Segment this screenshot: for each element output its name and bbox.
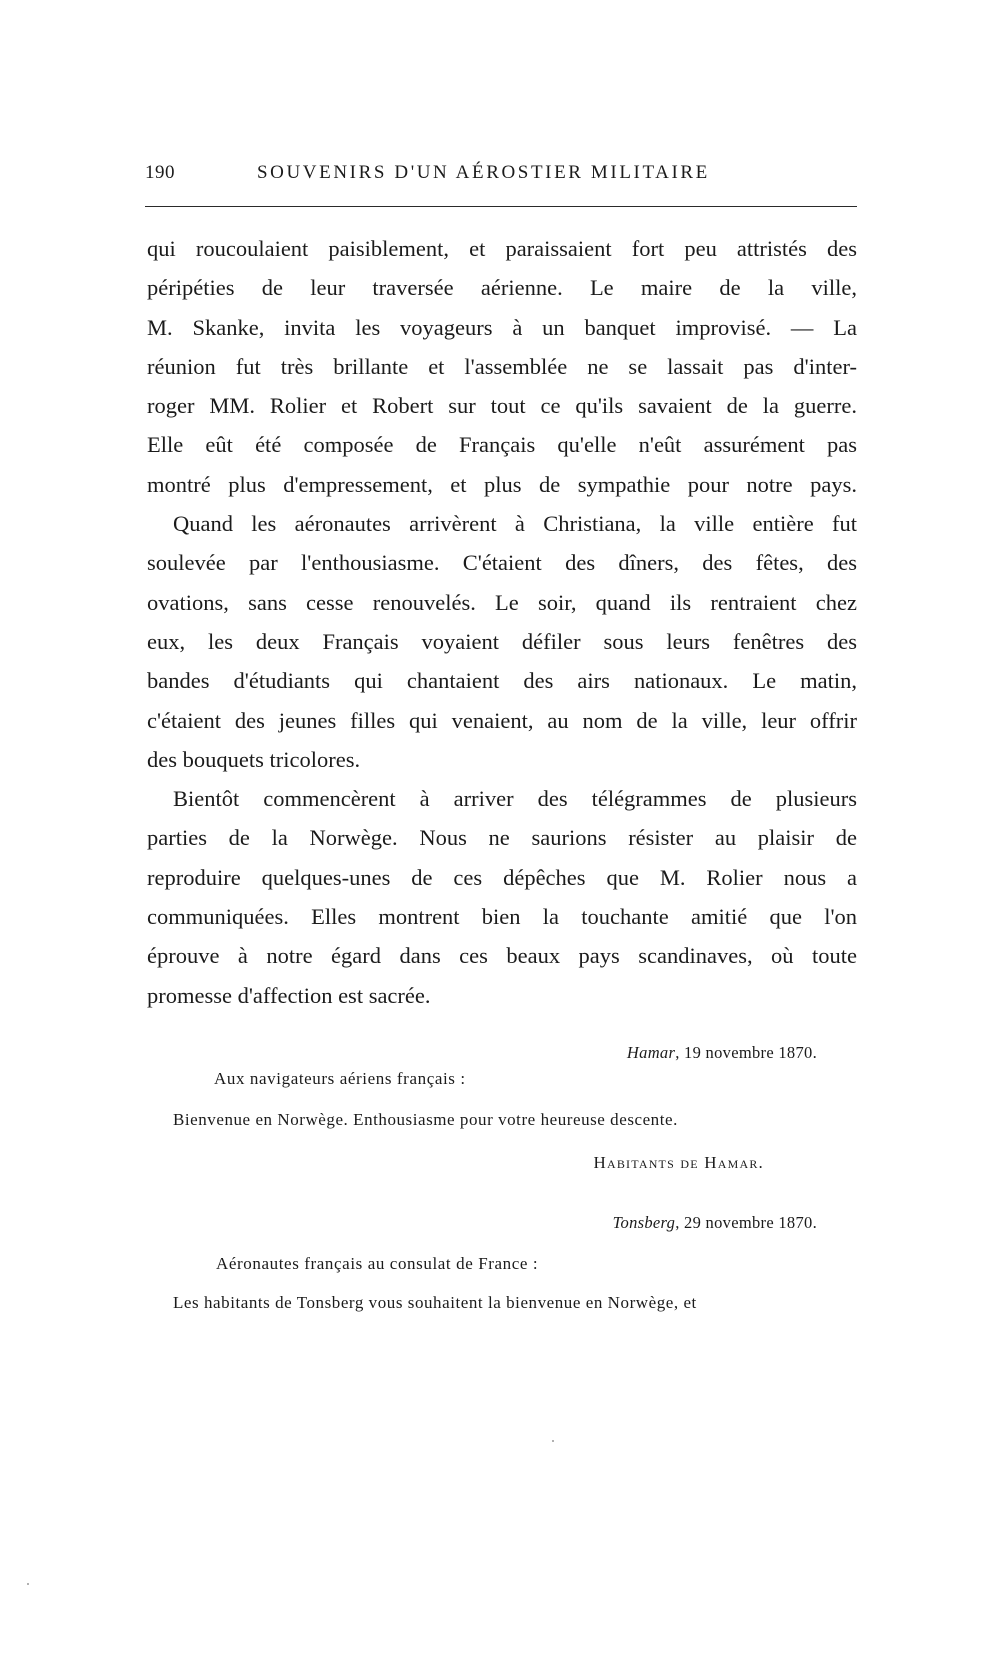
text-line: Quand les aéronautes arrivèrent à Christiana, la ville entière fut	[173, 511, 857, 537]
header-rule	[145, 206, 857, 207]
text-line: communiquées. Elles montrent bien la touchante amitié que l'on	[147, 904, 857, 930]
telegram-address: Aéronautes français au consulat de France :	[216, 1254, 539, 1273]
telegram-signature: Habitants de Hamar.	[593, 1153, 764, 1172]
telegram-date	[627, 1043, 817, 1063]
paragraph	[147, 504, 857, 779]
text-line: c'étaient des jeunes filles qui venaient, au nom de la ville, leur offrir	[147, 707, 857, 733]
telegram-address: Aux navigateurs aériens français :	[214, 1069, 466, 1088]
scan-speck	[552, 1440, 554, 1442]
telegram-date-text: , 29 novembre 1870.	[675, 1213, 817, 1232]
telegram-message: Les habitants de Tonsberg vous souhaitent la bienvenue en Norwège, et	[173, 1293, 697, 1312]
text-line: M. Skanke, invita les voyageurs à un banquet improvisé. — La	[147, 314, 857, 340]
text-line: parties de la Norwège. Nous ne saurions résister au plaisir de	[147, 825, 857, 851]
text-line: qui roucoulaient paisiblement, et paraissaient fort peu attristés des	[147, 236, 857, 261]
text-line: promesse d'affection est sacrée.	[147, 982, 431, 1008]
telegram-date	[613, 1213, 817, 1233]
text-line: réunion fut très brillante et l'assemblée ne se lassait pas d'inter-	[147, 353, 857, 379]
telegram-date-text: , 19 novembre 1870.	[675, 1043, 817, 1062]
telegram-place: Tonsberg	[612, 1213, 676, 1232]
text-line: péripéties de leur traversée aérienne. Le maire de la ville,	[147, 275, 857, 301]
telegram-place: Hamar	[626, 1043, 676, 1062]
running-head: SOUVENIRS D'UN AÉROSTIER MILITAIRE	[257, 162, 710, 183]
page-header	[145, 162, 855, 192]
paragraph	[147, 779, 857, 1015]
text-line: des bouquets tricolores.	[147, 746, 361, 772]
text-line: reproduire quelques-unes de ces dépêches que M. Rolier nous a	[147, 864, 857, 890]
body-text	[147, 229, 857, 1015]
page-number: 190	[145, 162, 175, 183]
telegram-message: Bienvenue en Norwège. Enthousiasme pour votre heureuse descente.	[173, 1110, 678, 1129]
text-line: ovations, sans cesse renouvelés. Le soir, quand ils rentraient chez	[147, 589, 857, 615]
text-line: roger MM. Rolier et Robert sur tout ce qu'ils savaient de la guerre.	[147, 393, 857, 419]
scan-speck	[27, 1583, 29, 1585]
text-line: éprouve à notre égard dans ces beaux pays scandinaves, où toute	[147, 943, 857, 969]
text-line: Elle eût été composée de Français qu'elle n'eût assurément pas	[147, 432, 857, 458]
text-line: bandes d'étudiants qui chantaient des airs nationaux. Le matin,	[147, 668, 857, 694]
text-line: Bientôt commencèrent à arriver des télégrammes de plusieurs	[173, 786, 857, 812]
text-line: eux, les deux Français voyaient défiler sous leurs fenêtres des	[147, 628, 857, 654]
text-line: soulevée par l'enthousiasme. C'étaient des dîners, des fêtes, des	[147, 550, 857, 576]
text-line: montré plus d'empressement, et plus de sympathie pour notre pays.	[147, 471, 857, 497]
paragraph	[147, 229, 857, 504]
